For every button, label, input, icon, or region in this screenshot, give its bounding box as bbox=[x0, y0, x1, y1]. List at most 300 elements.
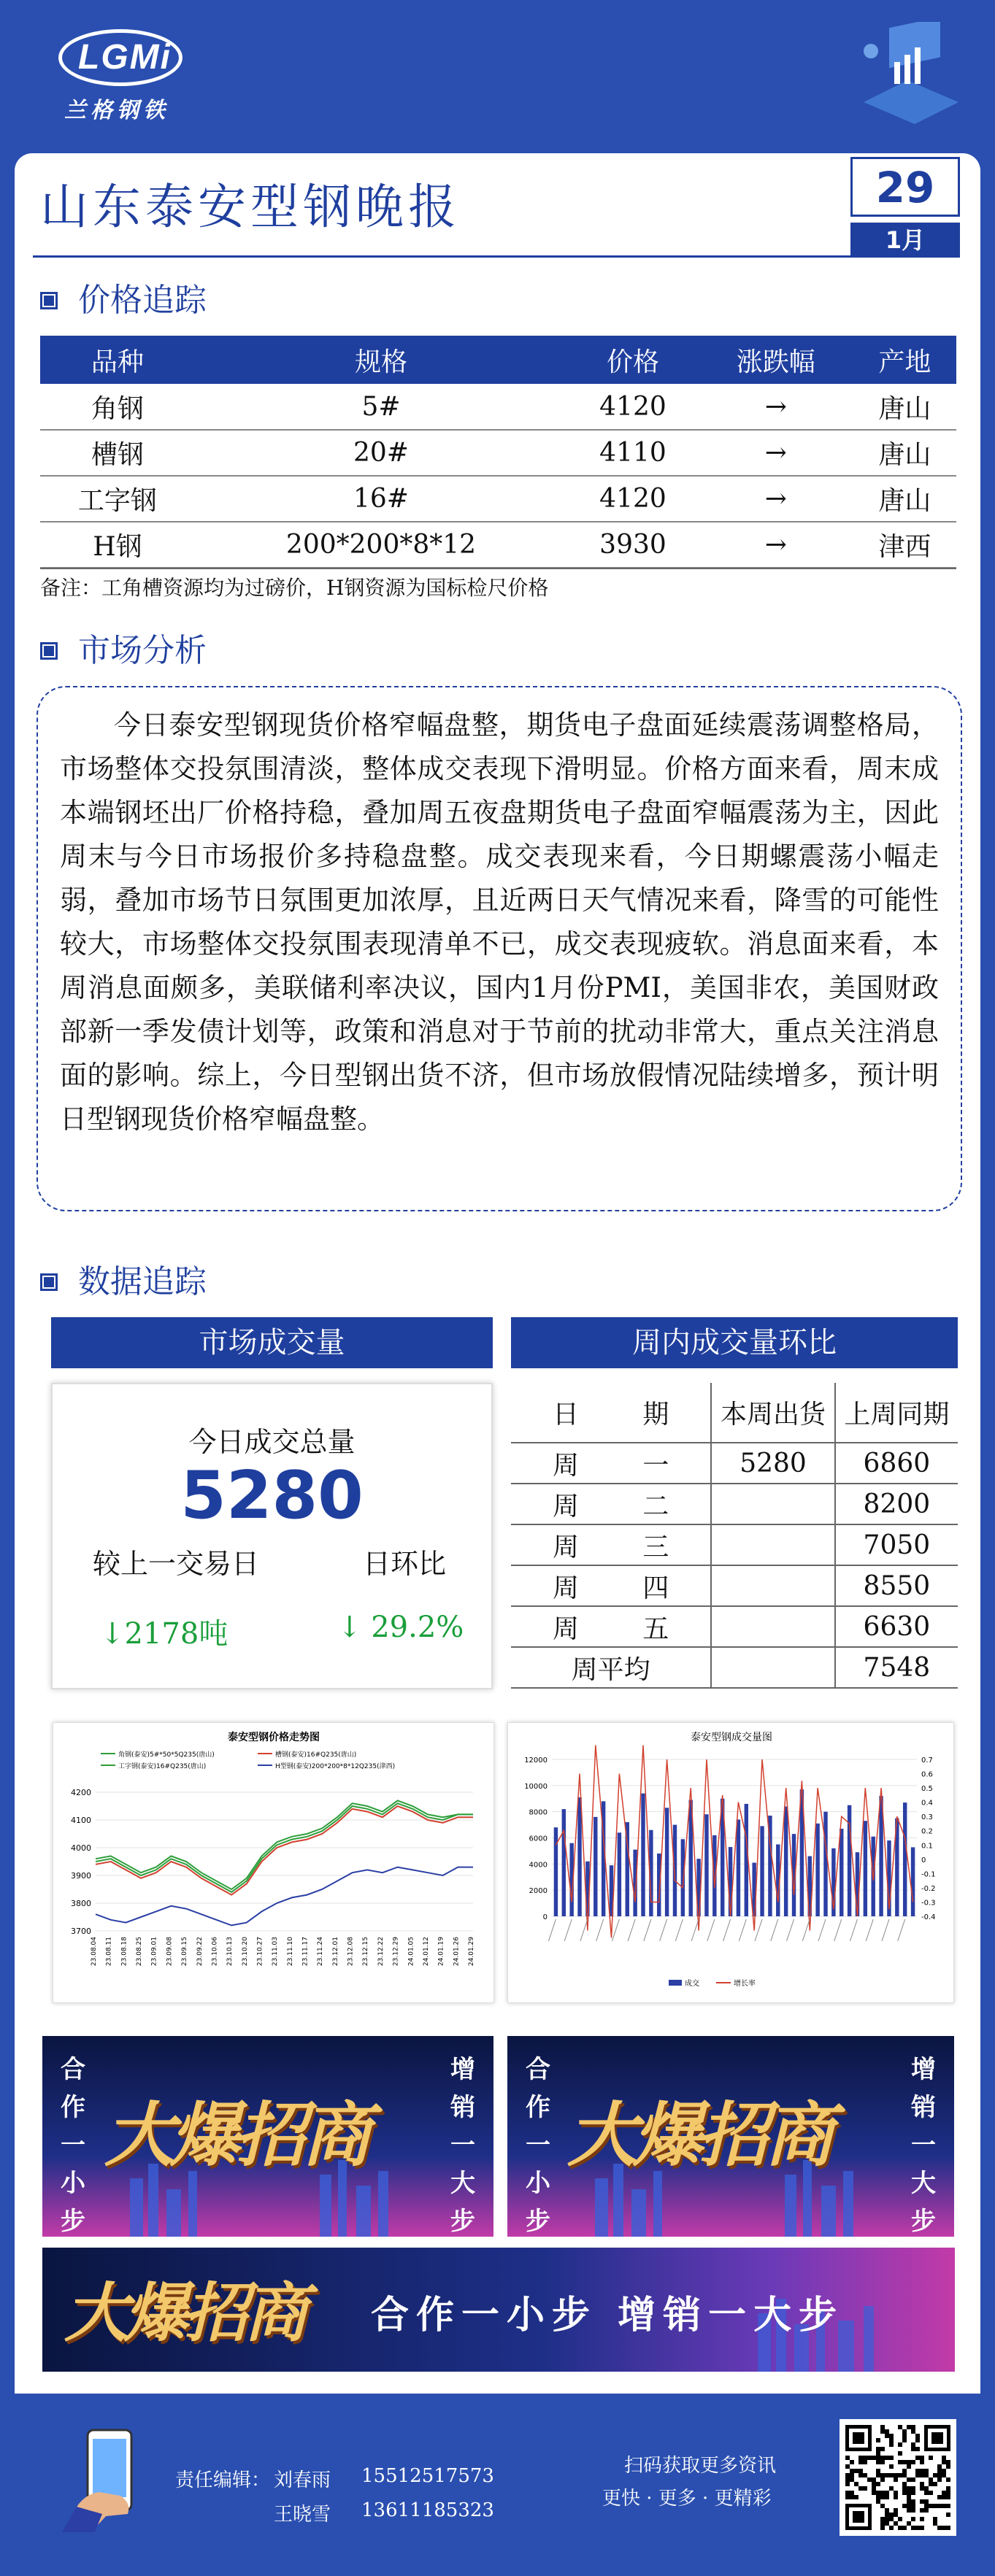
qr-module bbox=[894, 2521, 898, 2526]
x-tick-label: 23.11.03 bbox=[272, 1937, 280, 1967]
qr-module bbox=[946, 2504, 950, 2508]
qr-module bbox=[850, 2473, 854, 2477]
editor-1-phone: 15512517573 bbox=[361, 2465, 494, 2487]
qr-module bbox=[898, 2451, 902, 2456]
qr-module bbox=[929, 2477, 933, 2482]
qr-module bbox=[902, 2504, 907, 2508]
x-tick-label: 23.09.15 bbox=[181, 1937, 189, 1967]
week-cell bbox=[711, 1565, 834, 1606]
qr-module bbox=[915, 2526, 920, 2530]
x-tick-label: 23.09.22 bbox=[196, 1937, 204, 1967]
qr-module bbox=[911, 2429, 915, 2434]
price-col-header: 品种 bbox=[40, 336, 195, 384]
y2-tick-label: 0.5 bbox=[921, 1785, 933, 1794]
week-cell: 8550 bbox=[835, 1565, 958, 1606]
compare-value: ↓2178吨 bbox=[100, 1617, 228, 1651]
qr-module bbox=[876, 2499, 880, 2504]
x-tick-mark bbox=[739, 1919, 746, 1941]
y2-tick-label: 0.3 bbox=[921, 1813, 933, 1822]
qr-module bbox=[933, 2504, 937, 2508]
qr-module bbox=[929, 2504, 933, 2508]
qr-module bbox=[942, 2469, 946, 2473]
x-tick-label: 23.09.01 bbox=[150, 1937, 158, 1967]
price-cell: 3930 bbox=[567, 522, 699, 568]
qr-module bbox=[924, 2504, 929, 2508]
price-cell: → bbox=[699, 522, 853, 568]
qr-module bbox=[863, 2460, 867, 2464]
logo-letters: LGMi bbox=[78, 38, 172, 77]
week-cell: 6630 bbox=[835, 1606, 958, 1647]
qr-module bbox=[907, 2495, 911, 2499]
promo-banner-right[interactable] bbox=[507, 2036, 954, 2237]
qr-module bbox=[876, 2495, 880, 2499]
volume-chart bbox=[507, 1722, 954, 2003]
x-tick-label: 23.11.24 bbox=[317, 1937, 325, 1967]
x-tick-label: 24.01.05 bbox=[407, 1937, 415, 1967]
volume-bar bbox=[729, 1847, 732, 1916]
qr-module bbox=[911, 2442, 915, 2447]
price-table bbox=[40, 336, 956, 568]
x-tick-label: 23.08.18 bbox=[120, 1937, 128, 1967]
week-row bbox=[511, 1524, 958, 1565]
x-tick-label: 24.01.12 bbox=[422, 1937, 430, 1967]
series-line bbox=[96, 1806, 473, 1895]
qr-module bbox=[902, 2460, 907, 2464]
qr-module bbox=[863, 2473, 867, 2477]
qr-module bbox=[894, 2513, 898, 2517]
page-title: 山东泰安型钢晚报 bbox=[40, 179, 461, 235]
qr-module bbox=[933, 2521, 937, 2526]
price-row bbox=[40, 430, 956, 476]
qr-module bbox=[889, 2513, 894, 2517]
x-tick-mark bbox=[596, 1919, 604, 1941]
qr-module bbox=[889, 2464, 894, 2469]
qr-module bbox=[937, 2469, 942, 2473]
x-tick-label: 23.11.10 bbox=[286, 1937, 294, 1967]
volume-bar bbox=[903, 1802, 907, 1916]
x-tick-label: 23.10.20 bbox=[241, 1937, 249, 1967]
qr-module bbox=[889, 2434, 894, 2438]
qr-module bbox=[867, 2456, 872, 2460]
qr-module bbox=[929, 2482, 933, 2486]
y-tick-label: 4200 bbox=[71, 1788, 91, 1797]
qr-module bbox=[937, 2473, 942, 2477]
y-tick-label: 0 bbox=[542, 1913, 548, 1921]
volume-bar bbox=[784, 1807, 788, 1917]
week-row bbox=[511, 1443, 958, 1484]
qr-module bbox=[902, 2491, 907, 2495]
qr-module bbox=[915, 2438, 920, 2442]
qr-module bbox=[858, 2460, 863, 2464]
price-section-heading: 价格追踪 bbox=[40, 274, 207, 320]
qr-module bbox=[850, 2469, 854, 2473]
qr-module bbox=[876, 2460, 880, 2464]
qr-module bbox=[876, 2469, 880, 2473]
week-row bbox=[511, 1565, 958, 1606]
qr-module bbox=[942, 2456, 946, 2460]
qr-module bbox=[907, 2499, 911, 2504]
qr-module bbox=[924, 2473, 929, 2477]
qr-module bbox=[911, 2517, 915, 2521]
qr-module bbox=[924, 2499, 929, 2504]
volume-bar bbox=[823, 1812, 827, 1916]
x-tick-mark bbox=[612, 1919, 619, 1941]
qr-module bbox=[889, 2456, 894, 2460]
qr-module bbox=[880, 2460, 885, 2464]
qr-module bbox=[924, 2486, 929, 2491]
qr-module bbox=[902, 2473, 907, 2477]
qr-module bbox=[876, 2447, 880, 2451]
legend-swatch bbox=[669, 1980, 682, 1986]
qr-module bbox=[872, 2486, 876, 2491]
qr-module bbox=[902, 2482, 907, 2486]
banner-right-side-text: 增销一大步 bbox=[450, 2055, 475, 2236]
volume-bar bbox=[554, 1827, 558, 1916]
bullet-square-icon bbox=[40, 1273, 58, 1291]
week-cell: 周平均 bbox=[511, 1647, 711, 1688]
qr-module bbox=[946, 2495, 950, 2499]
qr-module bbox=[850, 2460, 854, 2464]
volume-bar bbox=[840, 1829, 843, 1916]
qr-module bbox=[858, 2456, 863, 2460]
x-tick-mark bbox=[787, 1919, 794, 1941]
qr-module bbox=[907, 2425, 911, 2429]
week-cell: 周 三 bbox=[511, 1524, 711, 1565]
qr-module bbox=[942, 2526, 946, 2530]
qr-module bbox=[858, 2473, 863, 2477]
qr-module bbox=[902, 2469, 907, 2473]
y-tick-label: 8000 bbox=[529, 1808, 548, 1817]
x-tick-label: 23.12.15 bbox=[362, 1937, 370, 1967]
date-month: 1月 bbox=[850, 223, 960, 258]
qr-module bbox=[885, 2517, 889, 2521]
qr-module bbox=[876, 2473, 880, 2477]
price-col-header: 涨跌幅 bbox=[699, 336, 853, 384]
price-cell: H钢 bbox=[40, 522, 195, 568]
legend-label: H型钢(泰安)200*200*8*12Q235(津西) bbox=[275, 1763, 396, 1770]
date-day: 29 bbox=[850, 157, 960, 217]
qr-module bbox=[915, 2447, 920, 2451]
banner-right-side-text: 增销一大步 bbox=[911, 2055, 936, 2236]
qr-module bbox=[907, 2504, 911, 2508]
legend-label: 工字钢(泰安)16#Q235(唐山) bbox=[118, 1763, 207, 1770]
x-tick-label: 23.11.17 bbox=[301, 1937, 310, 1967]
volume-bar bbox=[562, 1809, 566, 1916]
x-tick-mark bbox=[898, 1919, 905, 1941]
price-col-header: 产地 bbox=[853, 336, 956, 384]
qr-module bbox=[885, 2456, 889, 2460]
qr-module bbox=[894, 2477, 898, 2482]
y-tick-label: 3700 bbox=[71, 1927, 91, 1936]
qr-module bbox=[920, 2482, 924, 2486]
price-row bbox=[40, 476, 956, 522]
qr-module bbox=[876, 2451, 880, 2456]
today-volume-label: 今日成交总量 bbox=[188, 1426, 356, 1458]
x-tick-label: 23.08.04 bbox=[91, 1937, 98, 1967]
x-tick-mark bbox=[691, 1919, 699, 1941]
qr-module bbox=[907, 2508, 911, 2513]
volume-bar bbox=[593, 1817, 597, 1916]
qr-module bbox=[937, 2504, 942, 2508]
price-cell: 津西 bbox=[853, 522, 956, 568]
qr-module bbox=[911, 2460, 915, 2464]
y2-tick-label: -0.3 bbox=[921, 1899, 936, 1908]
x-tick-label: 24.01.26 bbox=[453, 1937, 461, 1967]
qr-module bbox=[902, 2486, 907, 2491]
x-tick-mark bbox=[580, 1919, 588, 1941]
editor-2-phone: 13611185323 bbox=[361, 2499, 494, 2521]
y-tick-label: 12000 bbox=[524, 1756, 548, 1765]
week-row bbox=[511, 1647, 958, 1688]
y-tick-label: 4000 bbox=[529, 1861, 548, 1870]
y2-tick-label: 0.1 bbox=[921, 1842, 933, 1851]
qr-module bbox=[937, 2477, 942, 2482]
price-note: 备注：工角槽资源均为过磅价，H钢资源为国标检尺价格 bbox=[40, 568, 956, 601]
qr-module bbox=[880, 2456, 885, 2460]
qr-module bbox=[902, 2429, 907, 2434]
qr-module bbox=[946, 2491, 950, 2495]
x-tick-label: 23.12.29 bbox=[392, 1937, 400, 1967]
qr-module bbox=[885, 2513, 889, 2517]
price-cell: 唐山 bbox=[853, 384, 956, 430]
x-tick-mark bbox=[882, 1919, 889, 1941]
editor-2-name: 王晓雪 bbox=[274, 2504, 331, 2526]
qr-module bbox=[924, 2491, 929, 2495]
y-tick-label: 4100 bbox=[71, 1816, 91, 1825]
price-cell: 4110 bbox=[567, 430, 699, 476]
qr-module bbox=[911, 2526, 915, 2530]
qr-module bbox=[845, 2473, 850, 2477]
qr-module bbox=[867, 2477, 872, 2482]
qr-module bbox=[942, 2460, 946, 2464]
x-tick-mark bbox=[564, 1919, 572, 1941]
qr-module bbox=[872, 2477, 876, 2482]
promo-banner-left[interactable] bbox=[42, 2036, 493, 2237]
qr-module bbox=[920, 2456, 924, 2460]
qr-module bbox=[885, 2521, 889, 2526]
price-cell: 唐山 bbox=[853, 430, 956, 476]
x-tick-mark bbox=[771, 1919, 778, 1941]
week-cell: 6860 bbox=[835, 1443, 958, 1484]
qr-code[interactable] bbox=[840, 2419, 956, 2536]
qr-module bbox=[880, 2447, 885, 2451]
x-tick-mark bbox=[675, 1919, 683, 1941]
x-tick-mark bbox=[850, 1919, 857, 1941]
x-tick-label: 23.12.22 bbox=[377, 1937, 385, 1967]
x-tick-mark bbox=[834, 1919, 842, 1941]
y-tick-label: 4000 bbox=[71, 1843, 91, 1853]
x-tick-mark bbox=[802, 1919, 810, 1941]
qr-module bbox=[850, 2491, 854, 2495]
price-cell: 工字钢 bbox=[40, 476, 195, 522]
week-cell bbox=[711, 1647, 834, 1688]
x-tick-mark bbox=[644, 1919, 651, 1941]
volume-summary-card bbox=[51, 1383, 493, 1689]
qr-module bbox=[946, 2526, 950, 2530]
volume-bar bbox=[704, 1814, 708, 1916]
week-cell bbox=[711, 1524, 834, 1565]
analysis-section-heading: 市场分析 bbox=[40, 624, 207, 671]
qr-module bbox=[915, 2469, 920, 2473]
qr-module bbox=[845, 2456, 850, 2460]
price-cell: 4120 bbox=[567, 384, 699, 430]
qr-module bbox=[889, 2438, 894, 2442]
qr-module bbox=[845, 2464, 850, 2469]
qr-module bbox=[876, 2438, 880, 2442]
price-cell: 角钢 bbox=[40, 384, 195, 430]
y-tick-label: 6000 bbox=[529, 1835, 548, 1843]
qr-module bbox=[880, 2477, 885, 2482]
qr-finder-core bbox=[853, 2432, 864, 2444]
week-cell: 5280 bbox=[711, 1443, 834, 1484]
scan-prompt: 扫码获取更多资讯 bbox=[624, 2455, 777, 2477]
editor-1-name: 刘春雨 bbox=[274, 2469, 331, 2491]
qr-module bbox=[946, 2486, 950, 2491]
qr-module bbox=[911, 2425, 915, 2429]
qr-module bbox=[880, 2517, 885, 2521]
price-row bbox=[40, 384, 956, 430]
qr-module bbox=[915, 2473, 920, 2477]
qr-module bbox=[920, 2460, 924, 2464]
editor-label: 责任编辑： bbox=[175, 2469, 271, 2491]
qr-module bbox=[872, 2482, 876, 2486]
y2-tick-label: 0.2 bbox=[921, 1827, 933, 1836]
bullet-square-icon bbox=[40, 642, 58, 660]
week-cell: 周 五 bbox=[511, 1606, 711, 1647]
qr-module bbox=[920, 2526, 924, 2530]
qr-module bbox=[880, 2495, 885, 2499]
qr-module bbox=[894, 2508, 898, 2513]
qr-module bbox=[907, 2521, 911, 2526]
volume-title-bar: 市场成交量 bbox=[51, 1317, 493, 1368]
qr-module bbox=[915, 2434, 920, 2438]
week-row bbox=[511, 1484, 958, 1524]
qr-module bbox=[920, 2517, 924, 2521]
week-col-header: 上周同期 bbox=[835, 1383, 958, 1443]
qr-module bbox=[902, 2438, 907, 2442]
qr-module bbox=[889, 2473, 894, 2477]
price-cell: 16# bbox=[195, 476, 567, 522]
qr-module bbox=[863, 2456, 867, 2460]
qr-module bbox=[937, 2464, 942, 2469]
qr-module bbox=[946, 2460, 950, 2464]
qr-module bbox=[929, 2491, 933, 2495]
volume-bar bbox=[673, 1825, 677, 1916]
qr-module bbox=[880, 2491, 885, 2495]
qr-module bbox=[907, 2477, 911, 2482]
price-cell: 20# bbox=[195, 430, 567, 476]
market-analysis-text: 今日泰安型钢现货价格窄幅盘整，期货电子盘面延续震荡调整格局，市场整体交投氛围清淡，整体成交表现下滑明显。价格方面来看，周末成本端钢坯出厂价格持稳，叠加周五夜盘期货电子盘面窄幅震荡为主，因此周末与今日市场报价多持稳盘整。成交表现来看，今日期螺震荡小幅走弱，叠加市场节日氛围更加浓厚，且近两日天气情况来看，降雪的可能性较大，市场整体交投氛围表现清单不已，成交表现疲软。消息面来看，本周消息面颇多，美联储利率决议，国内1月份PMI，美国非农，美国财政部新一季发债计划等，政策和消息对于节前的扰动非常大，重点关注消息面的影响。综上，今日型钢出货不济，但市场放假情况陆续增多，预计明日型钢现货价格窄幅盘整。 bbox=[37, 686, 962, 1211]
qr-module bbox=[920, 2508, 924, 2513]
today-volume-value: 5280 bbox=[180, 1457, 364, 1534]
qr-module bbox=[915, 2456, 920, 2460]
qr-module bbox=[911, 2491, 915, 2495]
ratio-value: ↓ 29.2% bbox=[337, 1611, 464, 1644]
week-cell: 周 四 bbox=[511, 1565, 711, 1606]
price-cell: → bbox=[699, 430, 853, 476]
qr-module bbox=[894, 2495, 898, 2499]
qr-module bbox=[920, 2486, 924, 2491]
qr-module bbox=[876, 2491, 880, 2495]
price-cell: 5# bbox=[195, 384, 567, 430]
x-tick-mark bbox=[548, 1919, 556, 1941]
qr-module bbox=[894, 2491, 898, 2495]
price-trend-chart bbox=[53, 1722, 494, 2003]
banner-big-text: 大爆招商 bbox=[104, 2094, 367, 2176]
x-tick-mark bbox=[866, 1919, 873, 1941]
week-cell bbox=[711, 1606, 834, 1647]
week-row bbox=[511, 1606, 958, 1647]
qr-module bbox=[880, 2521, 885, 2526]
qr-module bbox=[885, 2473, 889, 2477]
qr-finder-core bbox=[931, 2432, 943, 2444]
x-tick-label: 23.12.08 bbox=[347, 1937, 355, 1967]
x-tick-mark bbox=[818, 1919, 826, 1941]
y-tick-label: 10000 bbox=[524, 1782, 548, 1791]
qr-module bbox=[907, 2491, 911, 2495]
price-cell: → bbox=[699, 476, 853, 522]
x-tick-label: 23.08.25 bbox=[136, 1937, 144, 1967]
qr-module bbox=[911, 2447, 915, 2451]
qr-module bbox=[907, 2460, 911, 2464]
qr-module bbox=[924, 2469, 929, 2473]
qr-module bbox=[946, 2513, 950, 2517]
x-tick-label: 23.10.13 bbox=[226, 1937, 234, 1967]
title-divider bbox=[33, 255, 960, 258]
growth-rate-line bbox=[556, 1746, 913, 1938]
qr-module bbox=[911, 2499, 915, 2504]
y2-tick-label: -0.4 bbox=[921, 1913, 936, 1921]
qr-module bbox=[898, 2460, 902, 2464]
qr-module bbox=[902, 2526, 907, 2530]
qr-module bbox=[933, 2517, 937, 2521]
qr-module bbox=[946, 2464, 950, 2469]
header-band bbox=[0, 0, 995, 168]
qr-module bbox=[924, 2508, 929, 2513]
legend-label: 角钢(泰安)5#*50*5Q235(唐山) bbox=[118, 1751, 215, 1759]
price-row bbox=[40, 522, 956, 568]
week-cell: 周 二 bbox=[511, 1484, 711, 1524]
qr-module bbox=[885, 2491, 889, 2495]
qr-module bbox=[937, 2495, 942, 2499]
week-title-bar: 周内成交量环比 bbox=[511, 1317, 958, 1368]
week-cell: 7050 bbox=[835, 1524, 958, 1565]
qr-module bbox=[858, 2469, 863, 2473]
qr-module bbox=[850, 2495, 854, 2499]
qr-module bbox=[854, 2469, 858, 2473]
qr-module bbox=[920, 2469, 924, 2473]
y2-tick-label: 0.6 bbox=[921, 1770, 933, 1779]
qr-module bbox=[876, 2456, 880, 2460]
banner-big-text: 大爆招商 bbox=[567, 2094, 830, 2176]
qr-module bbox=[920, 2473, 924, 2477]
promo-banner-wide[interactable] bbox=[42, 2248, 955, 2372]
footer-tagline: 更快 · 更多 · 更精彩 bbox=[602, 2488, 772, 2510]
qr-module bbox=[876, 2482, 880, 2486]
qr-module bbox=[889, 2442, 894, 2447]
qr-module bbox=[937, 2526, 942, 2530]
qr-module bbox=[942, 2473, 946, 2477]
banner-wide-big-text: 大爆招商 bbox=[64, 2275, 304, 2351]
x-tick-mark bbox=[660, 1919, 667, 1941]
price-col-header: 规格 bbox=[195, 336, 567, 384]
week-col-header: 日 期 bbox=[511, 1383, 711, 1443]
volume-bar bbox=[681, 1839, 685, 1916]
qr-module bbox=[911, 2486, 915, 2491]
qr-module bbox=[845, 2482, 850, 2486]
ratio-label: 日环比 bbox=[363, 1548, 447, 1580]
qr-module bbox=[946, 2477, 950, 2482]
